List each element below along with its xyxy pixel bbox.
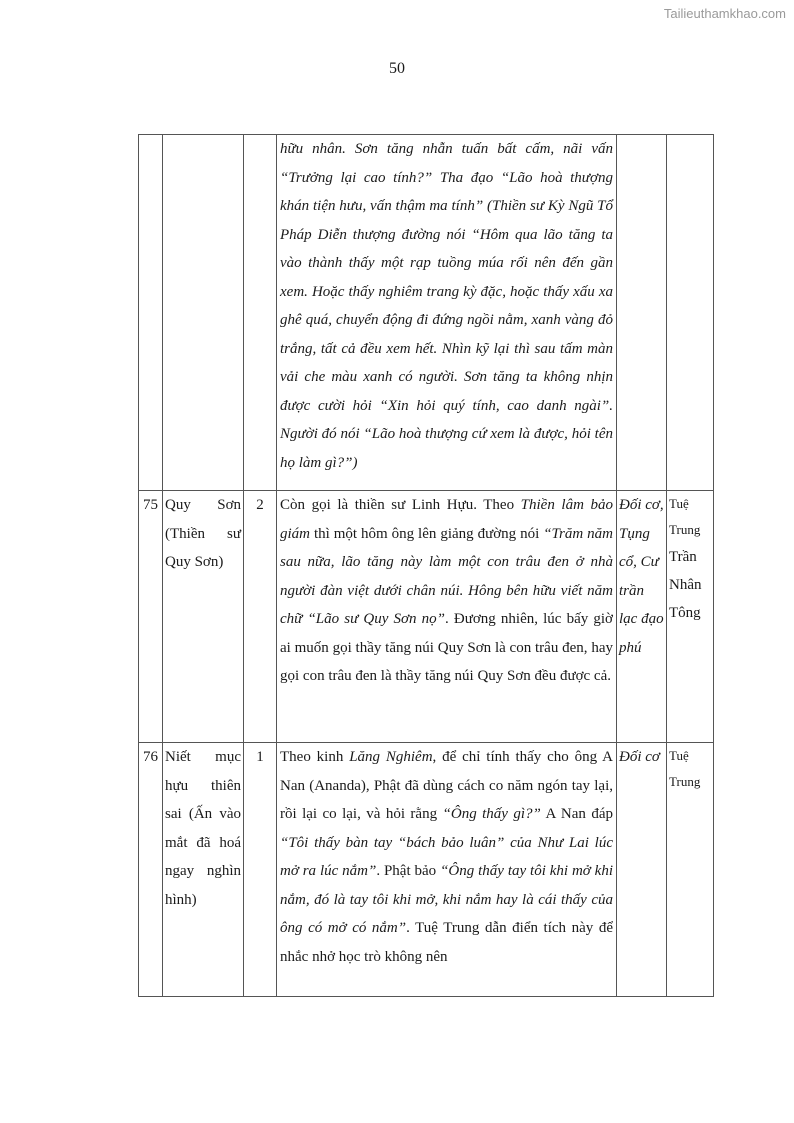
glossary-table <box>138 134 714 997</box>
count-cell: 2 <box>244 491 277 743</box>
row-number: 75 <box>139 491 163 743</box>
author-name: Tuệ Trung <box>669 496 701 537</box>
description-text: Còn gọi là thiền sư Linh Hựu. Theo Thiền lâm bảo giám thì một hôm ông lên giảng đường nói “Trăm năm sau nữa, lão tăng này làm một con trâu đen ở nhà người đàn việt dưới chân núi. Hông bên hữu viết năm chữ “Lão sư Quy Sơn nọ”. Đương nhiên, lúc bấy giờ ai muốn gọi thầy tăng núi Quy Sơn là con trâu đen, hay gọi con trâu đen là thầy tăng núi Quy Sơn đều được cả. <box>280 497 614 684</box>
author-name: Tuệ Trung <box>669 748 701 789</box>
term-cell: Quy Sơn (Thiền sư Quy Sơn) <box>163 491 244 743</box>
watermark: Tailieuthamkhao.com <box>663 6 786 21</box>
row-number: 76 <box>139 743 163 997</box>
description-cell <box>277 743 617 997</box>
author-cell <box>667 743 714 997</box>
count-cell <box>244 135 277 491</box>
term-cell <box>163 135 244 491</box>
description-cell <box>277 491 617 743</box>
description-cell <box>277 135 617 491</box>
count-cell: 1 <box>244 743 277 997</box>
author-cell <box>667 135 714 491</box>
work-cell <box>617 135 667 491</box>
table-row <box>139 743 714 997</box>
description-text: hữu nhân. Sơn tăng nhẫn tuấn bất cấm, nãi vấn “Trưởng lại cao tính?” Tha đạo “Lão hoà thượng khán tiện hưu, vấn thậm ma tính” (Thiền sư Kỳ Ngũ Tổ Pháp Diễn thượng đường nói “Hôm qua lão tăng ta vào thành thấy một rạp tuồng múa rối nên đến gần xem. Hoặc thấy nghiêm trang kỳ đặc, hoặc thấy xấu xa ghê quá, chuyển động đi đứng ngồi nằm, xanh vàng đỏ trắng, tất cả đều xem hết. Nhìn kỹ lại thì sau tấm màn vải che màu xanh có người. Sơn tăng ta không nhịn được cười hỏi “Xin hỏi quý tính, cao danh ngài”. Người đó nói “Lão hoà thượng cứ xem là được, hỏi tên họ làm gì?”) <box>280 141 613 471</box>
work-cell: Đối cơ, Tụng cổ, Cư trần lạc đạo phú <box>617 491 667 743</box>
row-number <box>139 135 163 491</box>
author-name: Trần Nhân Tông <box>669 549 702 621</box>
term-cell: Niết mục hựu thiên sai (Ấn vào mắt đã hoá ngay nghìn hình) <box>163 743 244 997</box>
work-cell: Đối cơ <box>617 743 667 997</box>
description-text: Theo kinh Lăng Nghiêm, để chỉ tính thấy cho ông A Nan (Ananda), Phật đã dùng cách co năm ngón tay lại, rồi lại co lại, và hỏi rằng “Ông thấy gì?” A Nan đáp “Tôi thấy bàn tay “bách bảo luân” của Như Lai lúc mở ra lúc nắm”. Phật bảo “Ông thấy tay tôi khi mở khi nắm, đó là tay tôi khi mở, khi nắm hay là cái thấy của ông có mở có nắm”. Tuệ Trung dẫn điển tích này để nhắc nhở học trò không nên <box>280 749 614 965</box>
author-cell <box>667 491 714 743</box>
table-row <box>139 135 714 491</box>
page-number: 50 <box>389 60 405 77</box>
table-row <box>139 491 714 743</box>
